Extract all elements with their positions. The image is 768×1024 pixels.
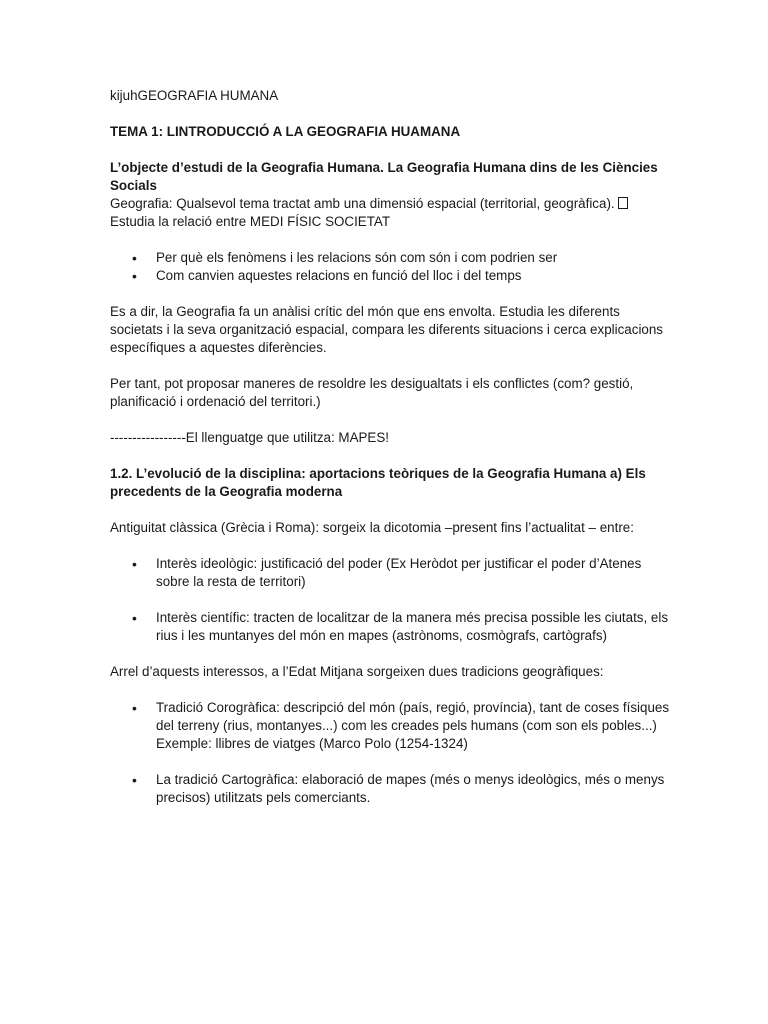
definition-text: Geografia: Qualsevol tema tractat amb una dimensió espacial (territorial, geogràfica). xyxy=(110,196,615,211)
missing-glyph-icon xyxy=(618,197,628,209)
language-line: -----------------El llenguatge que utilitza: MAPES! xyxy=(110,430,390,445)
antiquity-intro: Antiguitat clàssica (Grècia i Roma): sorgeix la dicotomia –present fins l’actualitat – entre: xyxy=(110,520,634,535)
paragraph-analysis: Es a dir, la Geografia fa un anàlisi crític del món que ens envolta. Estudia les diferents societats i la seva organització espacial, compara les diferents situacions i cerca explicacions específiques a aquestes diferències. xyxy=(110,304,664,355)
roots-line: Arrel d’aquests interessos, a l’Edat Mitjana sorgeixen dues tradicions geogràfiques: xyxy=(110,664,604,679)
section1-bullet-list xyxy=(110,249,670,285)
interest-bullet-list xyxy=(110,555,670,645)
section1-heading: L’objecte d’estudi de la Geografia Humana. La Geografia Humana dins de les Ciències Socials xyxy=(110,160,658,193)
tema-title: TEMA 1: LINTRODUCCIÓ A LA GEOGRAFIA HUAMANA xyxy=(110,124,461,139)
list-item: • Per què els fenòmens i les relacions són com són i com podrien ser xyxy=(110,249,670,267)
document-page xyxy=(110,87,670,825)
geografia-definition xyxy=(110,195,670,213)
list-item: • Com canvien aquestes relacions en funció del lloc i del temps xyxy=(110,267,670,285)
list-item: • Interès ideològic: justificació del poder (Ex Heròdot per justificar el poder d’Atenes sobre la resta de territori) xyxy=(110,555,670,591)
paragraph-proposals: Per tant, pot proposar maneres de resoldre les desigualtats i els conflictes (com? gestió, planificació i ordenació del territori.) xyxy=(110,376,634,409)
section2-heading: 1.2. L’evolució de la disciplina: aportacions teòriques de la Geografia Humana a) Els precedents de la Geografia moderna xyxy=(110,466,646,499)
traditions-bullet-list xyxy=(110,699,670,807)
list-item: • La tradició Cartogràfica: elaboració de mapes (més o menys ideològics, més o menys precisos) utilitzats pels comerciants. xyxy=(110,771,670,807)
list-item: • Interès científic: tracten de localitzar de la manera més precisa possible les ciutats, els rius i les muntanyes del món en mapes (astrònoms, cosmògrafs, cartògrafs) xyxy=(110,609,670,645)
relation-line: Estudia la relació entre MEDI FÍSIC SOCIETAT xyxy=(110,214,391,229)
document-title: kijuhGEOGRAFIA HUMANA xyxy=(110,88,279,103)
list-item: • Tradició Corogràfica: descripció del món (país, regió, província), tant de coses físiques del terreny (rius, montanyes...) com les creades pels humans (com son els pobles...) Exemple: llibres de viatges (Marco Polo (1254-1324) xyxy=(110,699,670,753)
